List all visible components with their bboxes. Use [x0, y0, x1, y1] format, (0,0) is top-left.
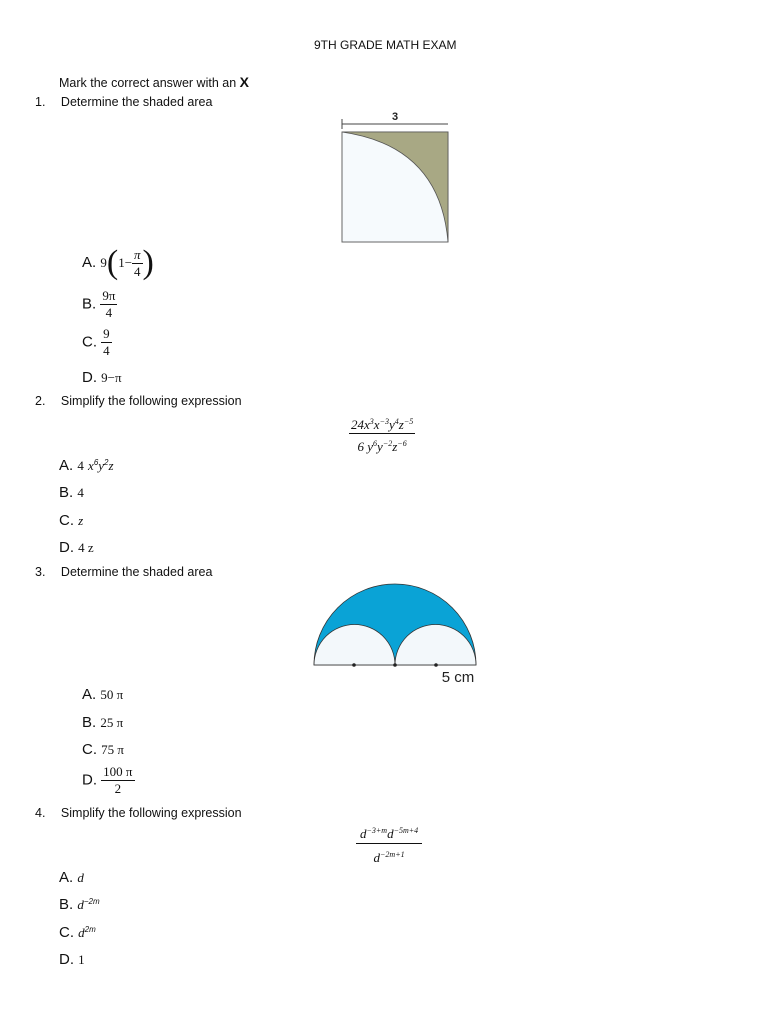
- option-letter: B.: [82, 295, 97, 313]
- q2-option-a[interactable]: [59, 457, 114, 474]
- question-1: [35, 95, 212, 109]
- center-point: [352, 663, 356, 667]
- exp: 6: [373, 439, 378, 448]
- option-text: 25 π: [100, 715, 124, 730]
- option-letter: A.: [82, 253, 97, 271]
- q3-option-b[interactable]: [82, 714, 123, 731]
- question-number: 4.: [35, 806, 46, 820]
- q3-option-d[interactable]: [82, 765, 135, 796]
- question-3: [35, 565, 212, 579]
- q3-option-a[interactable]: [82, 686, 123, 703]
- exp: −2m+1: [380, 850, 405, 859]
- exp: −2: [382, 439, 393, 448]
- option-letter: D.: [59, 539, 74, 556]
- fraction-numerator: 9π: [102, 288, 116, 303]
- option-fraction: [101, 327, 112, 358]
- question-prompt: Determine the shaded area: [60, 565, 213, 579]
- fraction-denominator: 4: [105, 305, 113, 320]
- option-fraction: [132, 248, 143, 279]
- q4-option-a[interactable]: [59, 869, 84, 886]
- var: y: [388, 417, 395, 432]
- option-letter: B.: [59, 896, 74, 913]
- q1-option-a[interactable]: [82, 246, 154, 280]
- option-letter: A.: [59, 457, 74, 474]
- base: d: [373, 850, 381, 865]
- question-4: [35, 806, 242, 820]
- question-number: 3.: [35, 565, 46, 579]
- q3-option-c[interactable]: [82, 741, 124, 758]
- question-prompt: Simplify the following expression: [60, 394, 242, 408]
- option-text: 50 π: [100, 687, 124, 702]
- q2-option-c[interactable]: [59, 512, 83, 529]
- option-letter: D.: [82, 369, 97, 386]
- expression-numerator: [356, 821, 422, 844]
- question-number: 2.: [35, 394, 46, 408]
- expression-denominator: [356, 844, 422, 865]
- option-letter: B.: [82, 714, 97, 731]
- question-prompt: Determine the shaded area: [60, 95, 213, 109]
- question-number: 1.: [35, 95, 46, 109]
- option-letter: C.: [59, 924, 74, 941]
- option-letter: C.: [59, 512, 74, 529]
- exp: 3: [369, 417, 374, 426]
- exp: −5: [403, 417, 414, 426]
- var: x: [88, 458, 94, 473]
- option-text: z: [78, 513, 84, 528]
- option-coef: 4: [77, 458, 84, 473]
- q4-option-d[interactable]: [59, 951, 85, 968]
- square-quarter-circle-figure: [336, 106, 456, 248]
- option-letter: A.: [59, 869, 74, 886]
- exp: 6: [93, 458, 99, 467]
- question-prompt: Simplify the following expression: [60, 806, 242, 820]
- fraction-numerator: π: [134, 246, 141, 262]
- dimension-label: 5 cm: [441, 669, 475, 686]
- base: d: [387, 826, 394, 841]
- fraction-denominator: 4: [134, 263, 141, 279]
- option-letter: C.: [82, 741, 97, 758]
- option-text: 4: [77, 485, 84, 500]
- center-point: [434, 663, 438, 667]
- var: y: [377, 439, 383, 454]
- var: y: [98, 458, 105, 473]
- page-title: 9TH GRADE MATH EXAM: [314, 38, 457, 52]
- exp: −6: [397, 439, 407, 448]
- base: d: [77, 897, 84, 912]
- exp: 4: [394, 417, 399, 426]
- q2-expression: [349, 412, 415, 454]
- fraction-numerator: 100 π: [103, 764, 133, 779]
- dimension-label: 3: [391, 111, 399, 123]
- option-text: d: [77, 870, 84, 885]
- instruction: [59, 74, 249, 90]
- q1-option-b[interactable]: [82, 289, 117, 320]
- q2-option-d[interactable]: [59, 539, 94, 556]
- question-2: [35, 394, 242, 408]
- coef: 24: [351, 417, 364, 432]
- var: y: [367, 439, 374, 454]
- var: z: [392, 439, 398, 454]
- option-coef: 9: [100, 254, 107, 270]
- q1-option-d[interactable]: [82, 369, 122, 386]
- coef: 6: [357, 439, 365, 454]
- exp: −3: [379, 417, 389, 426]
- option-term: 1−: [118, 254, 133, 270]
- option-text: 75 π: [101, 742, 124, 757]
- instruction-text: Mark the correct answer with an: [59, 76, 240, 90]
- option-text: 4 z: [78, 540, 94, 555]
- option-letter: C.: [82, 333, 97, 351]
- q1-option-c[interactable]: [82, 327, 112, 358]
- right-paren: ): [142, 244, 154, 281]
- expression-fraction: [356, 821, 422, 865]
- option-text: 1: [78, 952, 85, 967]
- option-letter: D.: [59, 951, 74, 968]
- var: z: [398, 417, 404, 432]
- semicircle-figure: [308, 574, 484, 688]
- option-text: 9−π: [101, 370, 122, 385]
- instruction-mark: X: [239, 74, 249, 90]
- expression-denominator: [349, 434, 415, 454]
- var: z: [108, 458, 114, 473]
- exp: 2: [104, 458, 109, 467]
- left-paren: (: [106, 244, 119, 281]
- fraction-denominator: 4: [103, 343, 110, 358]
- option-letter: D.: [82, 771, 97, 789]
- expression-numerator: [349, 412, 415, 434]
- q2-option-b[interactable]: [59, 484, 84, 501]
- exp: −5m+4: [393, 826, 419, 835]
- fraction-numerator: 9: [103, 326, 110, 341]
- option-letter: B.: [59, 484, 74, 501]
- base: d: [360, 826, 367, 841]
- exp: −2m: [83, 897, 100, 906]
- center-point: [393, 663, 397, 667]
- exp: 2m: [84, 925, 96, 934]
- option-letter: A.: [82, 686, 97, 703]
- base: d: [78, 925, 85, 940]
- expression-fraction: [349, 412, 415, 454]
- q4-option-c[interactable]: [59, 924, 96, 941]
- q4-expression: [356, 821, 422, 865]
- var: x: [373, 417, 380, 432]
- q4-option-b[interactable]: [59, 896, 100, 913]
- option-fraction: [101, 765, 134, 796]
- fraction-denominator: 2: [114, 781, 122, 796]
- option-fraction: [100, 289, 117, 320]
- exp: −3+m: [366, 826, 388, 835]
- var: x: [364, 417, 370, 432]
